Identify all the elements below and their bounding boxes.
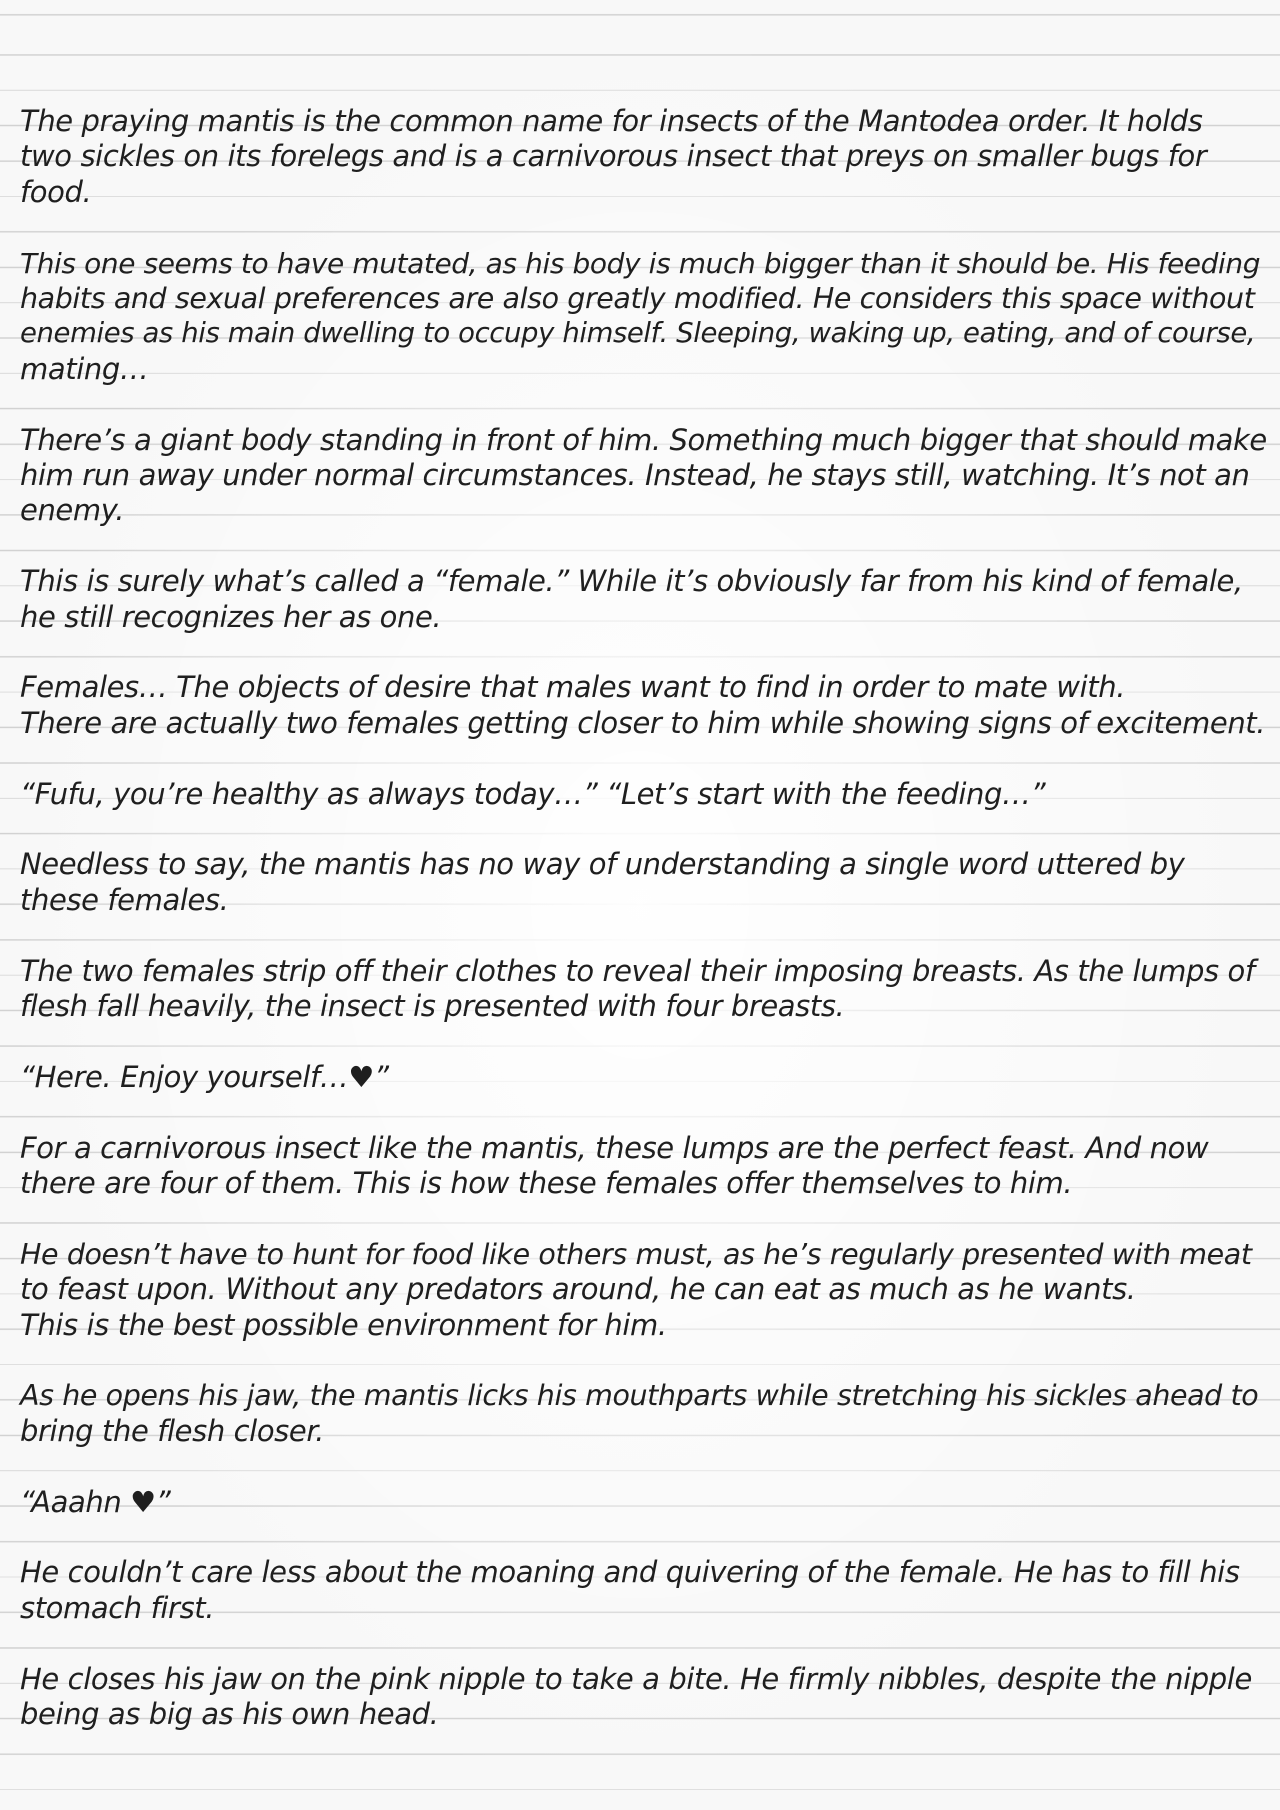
paragraph (20, 1131, 1268, 1202)
text-line: there are four of them. This is how these females offer themselves to him. (20, 1166, 1073, 1201)
paragraph (20, 1378, 1268, 1449)
text-line: There’s a giant body standing in front of him. Something much bigger that should make (20, 422, 1267, 457)
text-line: For a carnivorous insect like the mantis, these lumps are the perfect feast. And now (20, 1130, 1209, 1165)
paragraph (20, 1485, 1268, 1520)
text-line: food. (20, 174, 92, 209)
text-line: Females… The objects of desire that males want to find in order to mate with. (20, 670, 1126, 705)
text-line: This is surely what’s called a “female.” While it’s obviously far from his kind of female, (20, 564, 1243, 599)
text-line: He closes his jaw on the pink nipple to take a bite. He firmly nibbles, despite the nipple (20, 1661, 1252, 1696)
text-line: flesh fall heavily, the insect is presented with four breasts. (20, 989, 845, 1024)
text-line: This one seems to have mutated, as his body is much bigger than it should be. His feeding (20, 246, 1261, 280)
text-line: This is the best possible environment for him. (20, 1307, 667, 1342)
text-line: Needless to say, the mantis has no way of understanding a single word uttered by (20, 847, 1185, 882)
text-line: to feast upon. Without any predators around, he can eat as much as he wants. (20, 1272, 1136, 1307)
text-line: There are actually two females getting closer to him while showing signs of excitement. (20, 705, 1266, 740)
paragraph (20, 1555, 1268, 1626)
text-line: The praying mantis is the common name for insects of the Mantodea order. It holds (20, 104, 1203, 138)
paragraph (20, 423, 1268, 529)
text-line: “Here. Enjoy yourself…♥” (20, 1059, 389, 1094)
text-line: enemies as his main dwelling to occupy himself. Sleeping, waking up, eating, and of course, (20, 317, 1256, 350)
paragraph (20, 564, 1268, 635)
text-line: bring the flesh closer. (20, 1413, 324, 1448)
text-line: “Aaahn ♥” (20, 1484, 171, 1519)
text-line: “Fufu, you’re healthy as always today…” “Let’s start with the feeding…” (20, 776, 1046, 811)
paragraph (20, 1662, 1268, 1733)
text-line: stomach first. (20, 1590, 215, 1625)
text-line: As he opens his jaw, the mantis licks his mouthparts while stretching his sickles ahead to (20, 1379, 1259, 1413)
text-line: habits and sexual preferences are also greatly modified. He considers this space without (20, 282, 1255, 316)
text-line: The two females strip off their clothes to reveal their imposing breasts. As the lumps of (20, 953, 1255, 988)
text-line: he still recognizes her as one. (20, 599, 442, 634)
text-line: him run away under normal circumstances. Instead, he stays still, watching. It’s not an (20, 458, 1250, 493)
paragraph (20, 670, 1268, 741)
text-line: mating… (20, 351, 149, 386)
text-line: two sickles on its forelegs and is a carnivorous insect that preys on smaller bugs for (20, 139, 1207, 174)
text-line: enemy. (20, 493, 125, 528)
paragraph (20, 777, 1268, 812)
paragraph (20, 1237, 1268, 1343)
text-line: He couldn’t care less about the moaning and quivering of the female. He has to fill his (20, 1555, 1240, 1590)
text-line: these females. (20, 882, 229, 917)
paragraph (20, 1060, 1268, 1095)
paragraph (20, 246, 1268, 388)
paragraph (20, 954, 1268, 1025)
text-line: being as big as his own head. (20, 1697, 439, 1732)
paragraph (20, 104, 1268, 210)
story-text (20, 104, 1268, 1768)
text-line: He doesn’t have to hunt for food like others must, as he’s regularly presented with meat (20, 1237, 1252, 1271)
paragraph (20, 847, 1268, 918)
